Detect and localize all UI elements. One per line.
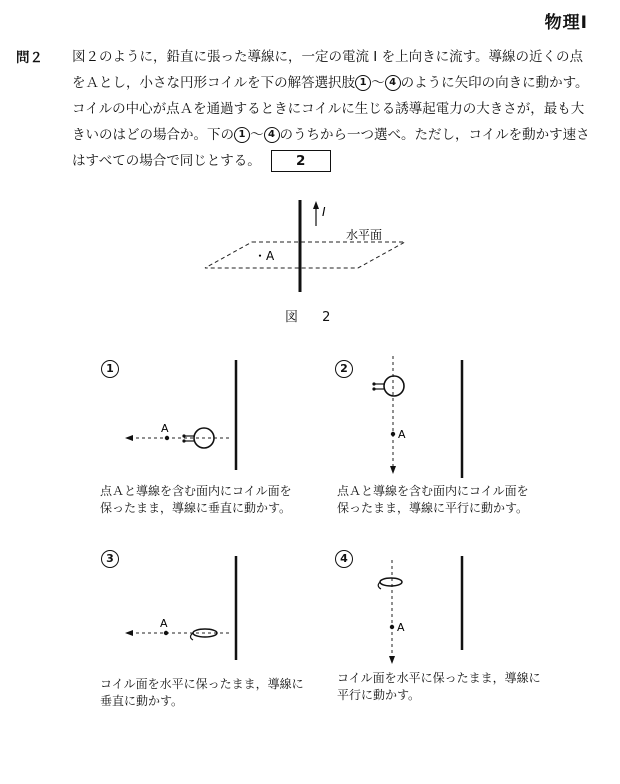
choice-range-end-2: 4 — [264, 127, 280, 143]
opt4-arrow-head — [389, 656, 395, 664]
option-4-caption — [337, 670, 541, 704]
option-3-caption-line2: 垂直に動かす。 — [100, 694, 184, 708]
answer-box[interactable]: 2 — [271, 150, 331, 172]
option-1-caption — [100, 483, 292, 517]
option-1-caption-line1: 点Ａと導線を含む面内にコイル面を — [100, 484, 292, 498]
opt1-arrow-head — [125, 435, 133, 441]
opt3-arrow-head — [125, 630, 133, 636]
opt3-point-label: A — [160, 617, 168, 630]
horizontal-plane — [205, 242, 405, 268]
question-text-part1: 図２のように，鉛直に張った導線に，一定の電流 I を上向きに流す。導線の近くの点をＡとし，小さな円形コイルを下の解答選択肢 — [72, 49, 583, 91]
subject-header: 物理Ⅰ — [544, 13, 588, 33]
opt4-point-label: A — [397, 621, 405, 634]
opt3-point — [164, 631, 168, 635]
option-3-caption-line1: コイル面を水平に保ったまま，導線に — [100, 677, 304, 691]
option-4-number: 4 — [335, 550, 353, 568]
option-2-number: 2 — [335, 360, 353, 378]
choice-range-sep-2: ～ — [250, 127, 264, 143]
option-2-caption-line1: 点Ａと導線を含む面内にコイル面を — [337, 484, 529, 498]
question-text-part3: のうちから一つ選べ。ただし，コイルを動かす速さはすべての場合で同じとする。 — [72, 127, 590, 169]
opt1-point — [165, 436, 169, 440]
choice-range-start: 1 — [355, 75, 371, 91]
plane-label: 水平面 — [346, 228, 383, 242]
opt1-point-label: A — [161, 422, 169, 435]
question-label: 問２ — [16, 50, 43, 66]
option-3-number: 3 — [101, 550, 119, 568]
opt2-point — [391, 432, 395, 436]
choice-range-end: 4 — [385, 75, 401, 91]
choice-range-sep: ～ — [371, 75, 385, 91]
option-1-caption-line2: 保ったまま，導線に垂直に動かす。 — [100, 501, 292, 515]
opt4-coil — [380, 578, 402, 586]
current-arrow-head — [313, 201, 319, 209]
option-1-number: 1 — [101, 360, 119, 378]
opt2-arrow-head — [390, 466, 396, 474]
opt2-point-label: A — [398, 428, 406, 441]
opt4-point — [390, 625, 394, 629]
question-text-part2: のように矢印の向きに動かす。コイルの中心が点Ａを通過するときにコイルに生じる誘導起電力の大きさが，最も大きいのはどの場合か。下の — [72, 75, 589, 143]
option-4-caption-line1: コイル面を水平に保ったまま，導線に — [337, 671, 541, 685]
figure-caption: 図 2 — [285, 310, 341, 325]
option-3-caption — [100, 676, 304, 710]
opt2-coil — [384, 376, 404, 396]
choice-range-start-2: 1 — [234, 127, 250, 143]
current-label: I — [322, 205, 326, 219]
option-4-caption-line2: 平行に動かす。 — [337, 688, 421, 702]
option-2-caption — [337, 483, 529, 517]
option-2-caption-line2: 保ったまま，導線に平行に動かす。 — [337, 501, 529, 515]
point-a-label: ・A — [254, 249, 275, 263]
